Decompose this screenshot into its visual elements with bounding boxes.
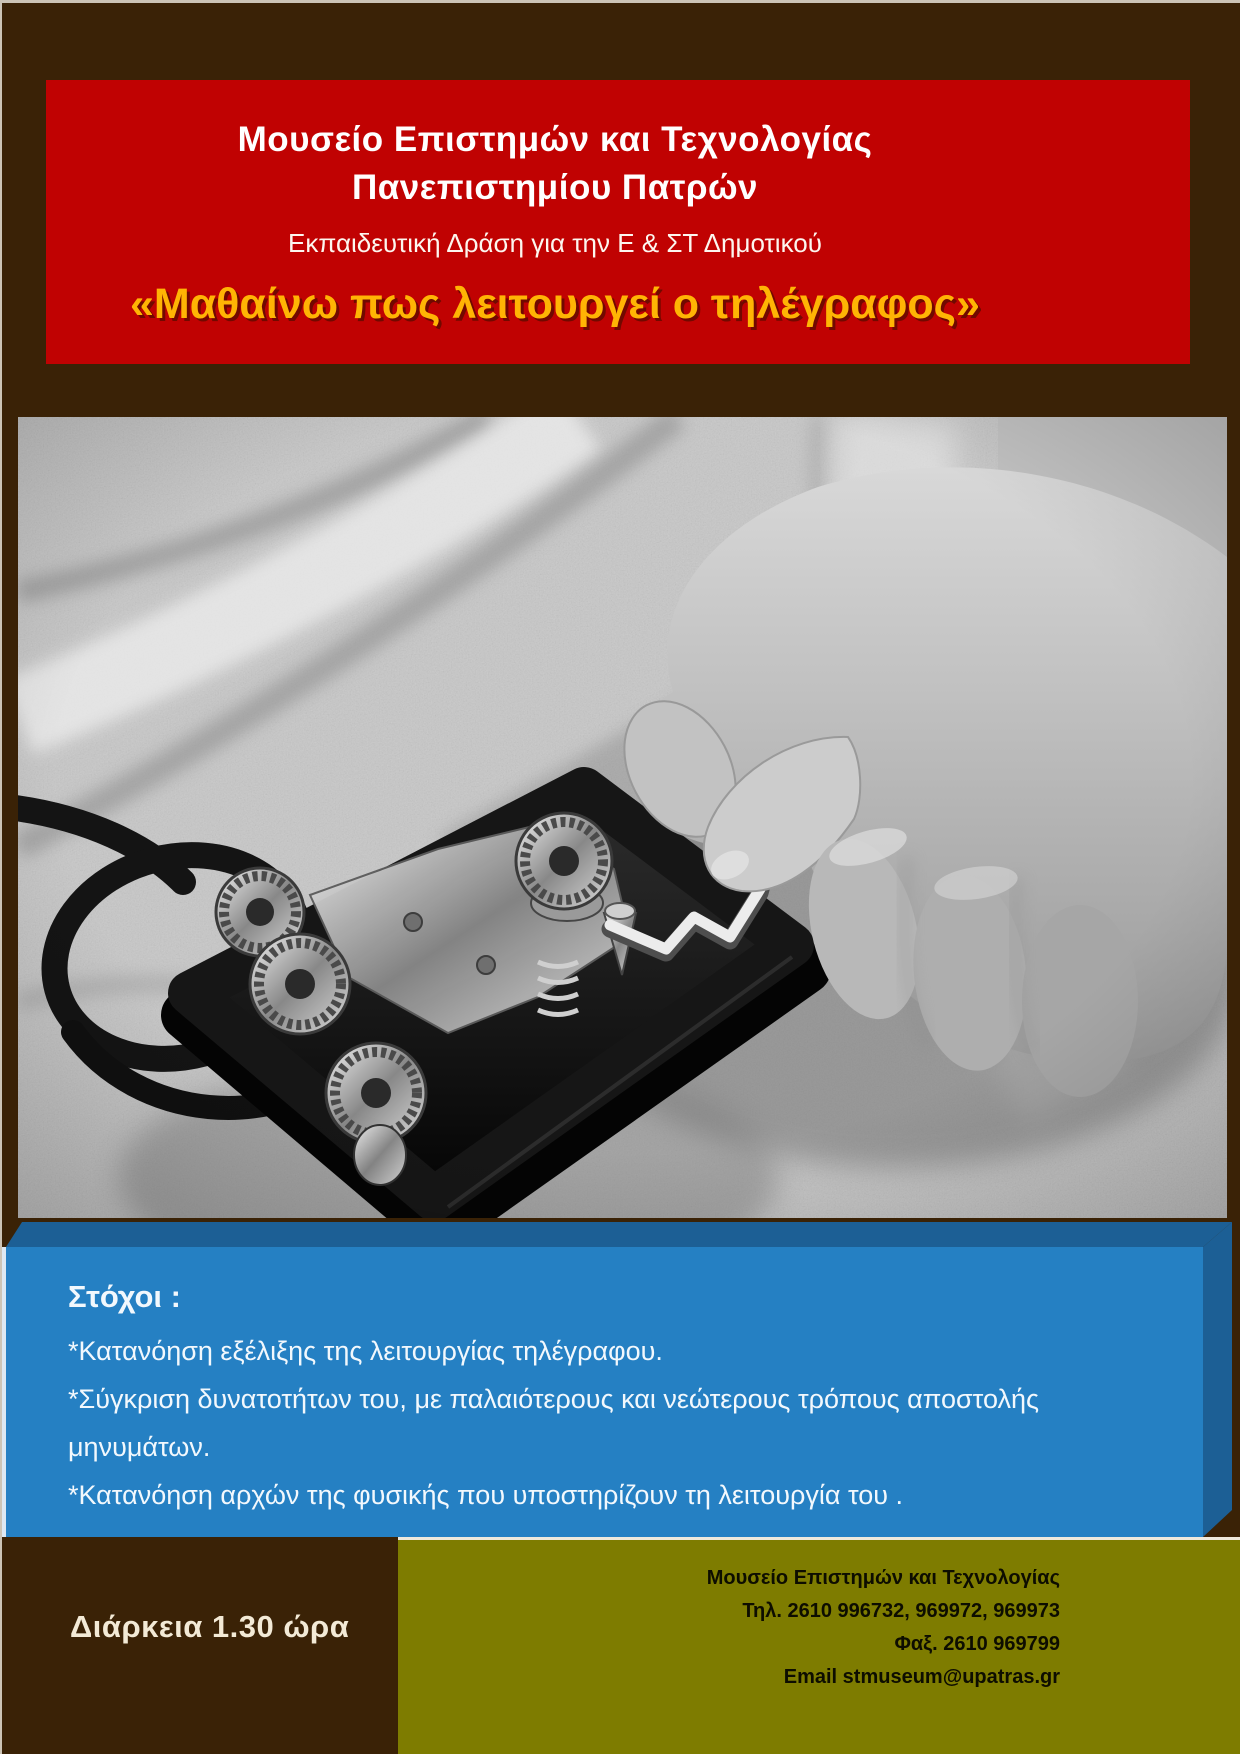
goal-item: *Κατανόηση εξέλιξης της λειτουργίας τηλέγραφου. bbox=[68, 1336, 663, 1366]
museum-title-line1: Μουσείο Επιστημών και Τεχνολογίας bbox=[237, 120, 873, 159]
goal-item-continuation: μηνυμάτων. bbox=[68, 1432, 211, 1462]
contact-block bbox=[398, 1537, 1240, 1754]
goal-item: *Σύγκριση δυνατοτήτων του, με παλαιότερους και νεώτερους τρόπους αποστολής bbox=[68, 1384, 1039, 1414]
goals-heading: Στόχοι : bbox=[68, 1279, 181, 1314]
contact-email: Email stmuseum@upatras.gr bbox=[783, 1666, 1060, 1688]
duration-label: Διάρκεια 1.30 ώρα bbox=[70, 1609, 350, 1644]
program-slogan: «Μαθαίνω πως λειτουργεί ο τηλέγραφος» bbox=[130, 280, 980, 328]
telegraph-photo bbox=[18, 417, 1227, 1218]
contact-phone: Τηλ. 2610 996732, 969972, 969973 bbox=[742, 1600, 1060, 1622]
goal-item: *Κατανόηση αρχών της φυσικής που υποστηρίζουν τη λειτουργία του . bbox=[68, 1480, 904, 1510]
goals-text bbox=[2, 1247, 1201, 1537]
contact-fax: Φαξ. 2610 969799 bbox=[894, 1633, 1060, 1655]
header-banner bbox=[46, 80, 1190, 364]
page-edge-top bbox=[0, 0, 1240, 3]
contact-org: Μουσείο Επιστημών και Τεχνολογίας bbox=[706, 1567, 1060, 1589]
footer bbox=[0, 1537, 1240, 1754]
goals-panel bbox=[2, 1222, 1232, 1537]
program-subtitle: Εκπαιδευτική Δράση για την Ε & ΣΤ Δημοτικού bbox=[288, 228, 822, 258]
museum-title-line2: Πανεπιστημίου Πατρών bbox=[351, 168, 759, 207]
